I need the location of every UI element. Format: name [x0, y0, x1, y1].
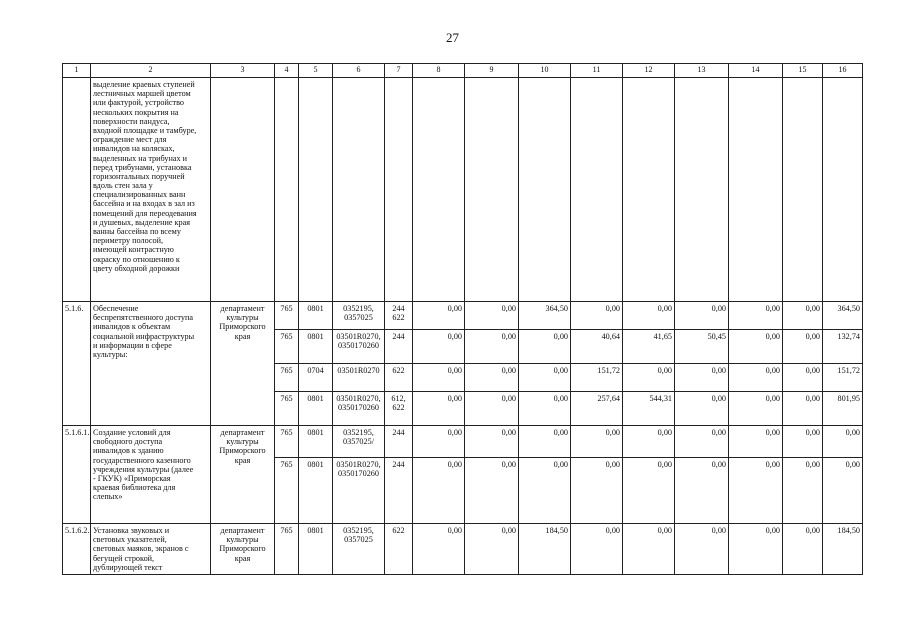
amount-cell: 0,00 — [465, 426, 519, 458]
code-cell: 765 — [275, 330, 299, 364]
amount-cell: 132,74 — [823, 330, 863, 364]
amount-cell: 0,00 — [571, 302, 623, 330]
amount-cell: 0,00 — [413, 426, 465, 458]
code-cell: 622 — [385, 524, 413, 575]
header-row — [63, 64, 863, 78]
item-number: 5.1.6. — [63, 302, 91, 426]
continuation-text: выделение краевых ступеней лестничных маршей цветом или фактурой, устройство нескольких покрытия на поверхности пандуса, входной площадке и тамбуре, ограждение мест для инвалидов на колясках, выделенных на трибунах и перед трибунами, установка горизонтальных поручней вдоль стен зала у специализированных ванн бассейна и на входах в зал из помещений для переодевания и душевых, выделение края ванны бассейна по всему периметру полосой, имеющей контрастную окраску по отношению к цвету обходной дорожки — [91, 78, 211, 302]
code-cell: 0352195, 0357025/ — [333, 426, 385, 458]
amount-cell: 184,50 — [519, 524, 571, 575]
header-cell: 10 — [519, 64, 571, 78]
code-cell: 765 — [275, 392, 299, 426]
header-cell: 11 — [571, 64, 623, 78]
amount-cell: 0,00 — [783, 392, 823, 426]
header-cell: 4 — [275, 64, 299, 78]
empty-cell — [385, 78, 413, 302]
empty-cell — [63, 78, 91, 302]
header-cell: 16 — [823, 64, 863, 78]
header-cell: 5 — [299, 64, 333, 78]
empty-cell — [571, 78, 623, 302]
amount-cell: 0,00 — [823, 426, 863, 458]
amount-cell: 364,50 — [823, 302, 863, 330]
amount-cell: 0,00 — [729, 524, 783, 575]
header-cell: 15 — [783, 64, 823, 78]
amount-cell: 0,00 — [729, 392, 783, 426]
empty-cell — [823, 78, 863, 302]
amount-cell: 0,00 — [729, 426, 783, 458]
amount-cell: 0,00 — [675, 302, 729, 330]
header-cell: 9 — [465, 64, 519, 78]
amount-cell: 41,65 — [623, 330, 675, 364]
empty-cell — [275, 78, 299, 302]
code-cell: 244 — [385, 330, 413, 364]
empty-cell — [333, 78, 385, 302]
amount-cell: 0,00 — [623, 302, 675, 330]
amount-cell: 0,00 — [675, 364, 729, 392]
amount-cell: 0,00 — [519, 426, 571, 458]
amount-cell: 0,00 — [413, 458, 465, 524]
code-cell: 03501R0270, 0350170260 — [333, 330, 385, 364]
empty-cell — [413, 78, 465, 302]
amount-cell: 0,00 — [623, 364, 675, 392]
amount-cell: 0,00 — [571, 426, 623, 458]
amount-cell: 0,00 — [729, 364, 783, 392]
header-cell: 14 — [729, 64, 783, 78]
amount-cell: 0,00 — [675, 426, 729, 458]
amount-cell: 0,00 — [519, 392, 571, 426]
amount-cell: 0,00 — [623, 426, 675, 458]
amount-cell: 0,00 — [675, 392, 729, 426]
amount-cell: 0,00 — [465, 392, 519, 426]
code-cell: 765 — [275, 302, 299, 330]
amount-cell: 0,00 — [413, 524, 465, 575]
code-cell: 244 622 — [385, 302, 413, 330]
item-name: Создание условий для свободного доступа инвалидов к зданию государственного казенного учреждения культуры (далее - ГКУК) «Приморская краевая библиотека для слепых» — [91, 426, 211, 524]
empty-cell — [519, 78, 571, 302]
amount-cell: 0,00 — [519, 330, 571, 364]
code-cell: 0801 — [299, 330, 333, 364]
code-cell: 0801 — [299, 524, 333, 575]
amount-cell: 0,00 — [413, 330, 465, 364]
code-cell: 765 — [275, 524, 299, 575]
header-cell: 8 — [413, 64, 465, 78]
amount-cell: 0,00 — [783, 458, 823, 524]
amount-cell: 0,00 — [465, 524, 519, 575]
budget-table — [62, 63, 863, 575]
header-cell: 3 — [211, 64, 275, 78]
table-row — [63, 426, 863, 458]
code-cell: 244 — [385, 426, 413, 458]
executor: департамент культуры Приморского края — [211, 302, 275, 426]
item-name: Установка звуковых и световых указателей, световых маяков, экранов с бегущей строкой, дублирующей текст — [91, 524, 211, 575]
amount-cell: 0,00 — [465, 330, 519, 364]
amount-cell: 0,00 — [413, 392, 465, 426]
code-cell: 244 — [385, 458, 413, 524]
continuation-row — [63, 78, 863, 302]
amount-cell: 184,50 — [823, 524, 863, 575]
amount-cell: 0,00 — [729, 302, 783, 330]
amount-cell: 0,00 — [519, 458, 571, 524]
amount-cell: 0,00 — [783, 364, 823, 392]
amount-cell: 0,00 — [413, 302, 465, 330]
empty-cell — [783, 78, 823, 302]
amount-cell: 0,00 — [571, 458, 623, 524]
header-cell: 6 — [333, 64, 385, 78]
item-name: Обеспечение беспрепятственного доступа инвалидов к объектам социальной инфраструктуры и информации в сфере культуры: — [91, 302, 211, 426]
amount-cell: 544,31 — [623, 392, 675, 426]
item-number: 5.1.6.1. — [63, 426, 91, 524]
amount-cell: 0,00 — [783, 524, 823, 575]
amount-cell: 0,00 — [465, 364, 519, 392]
amount-cell: 50,45 — [675, 330, 729, 364]
code-cell: 0801 — [299, 302, 333, 330]
amount-cell: 801,95 — [823, 392, 863, 426]
amount-cell: 0,00 — [571, 524, 623, 575]
code-cell: 03501R0270, 0350170260 — [333, 458, 385, 524]
amount-cell: 0,00 — [465, 458, 519, 524]
amount-cell: 40,64 — [571, 330, 623, 364]
amount-cell: 0,00 — [413, 364, 465, 392]
code-cell: 0352195, 0357025 — [333, 524, 385, 575]
empty-cell — [675, 78, 729, 302]
code-cell: 0801 — [299, 426, 333, 458]
code-cell: 0801 — [299, 392, 333, 426]
amount-cell: 0,00 — [729, 330, 783, 364]
empty-cell — [299, 78, 333, 302]
empty-cell — [623, 78, 675, 302]
amount-cell: 0,00 — [783, 330, 823, 364]
header-cell: 7 — [385, 64, 413, 78]
header-cell: 2 — [91, 64, 211, 78]
amount-cell: 0,00 — [623, 524, 675, 575]
code-cell: 622 — [385, 364, 413, 392]
amount-cell: 0,00 — [729, 458, 783, 524]
amount-cell: 151,72 — [571, 364, 623, 392]
item-number: 5.1.6.2. — [63, 524, 91, 575]
code-cell: 765 — [275, 458, 299, 524]
empty-cell — [465, 78, 519, 302]
empty-cell — [211, 78, 275, 302]
page-number: 27 — [446, 30, 459, 45]
amount-cell: 151,72 — [823, 364, 863, 392]
executor: департамент культуры Приморского края — [211, 426, 275, 524]
code-cell: 765 — [275, 426, 299, 458]
header-cell: 12 — [623, 64, 675, 78]
amount-cell: 0,00 — [783, 302, 823, 330]
table-row — [63, 302, 863, 330]
amount-cell: 0,00 — [623, 458, 675, 524]
amount-cell: 0,00 — [783, 426, 823, 458]
amount-cell: 0,00 — [465, 302, 519, 330]
amount-cell: 0,00 — [519, 364, 571, 392]
amount-cell: 257,64 — [571, 392, 623, 426]
header-cell: 13 — [675, 64, 729, 78]
code-cell: 03501R0270 — [333, 364, 385, 392]
amount-cell: 0,00 — [675, 524, 729, 575]
code-cell: 0801 — [299, 458, 333, 524]
executor: департамент культуры Приморского края — [211, 524, 275, 575]
code-cell: 0352195, 0357025 — [333, 302, 385, 330]
empty-cell — [729, 78, 783, 302]
table-row — [63, 524, 863, 575]
amount-cell: 0,00 — [823, 458, 863, 524]
code-cell: 03501R0270, 0350170260 — [333, 392, 385, 426]
code-cell: 612, 622 — [385, 392, 413, 426]
amount-cell: 0,00 — [675, 458, 729, 524]
amount-cell: 364,50 — [519, 302, 571, 330]
code-cell: 0704 — [299, 364, 333, 392]
code-cell: 765 — [275, 364, 299, 392]
header-cell: 1 — [63, 64, 91, 78]
